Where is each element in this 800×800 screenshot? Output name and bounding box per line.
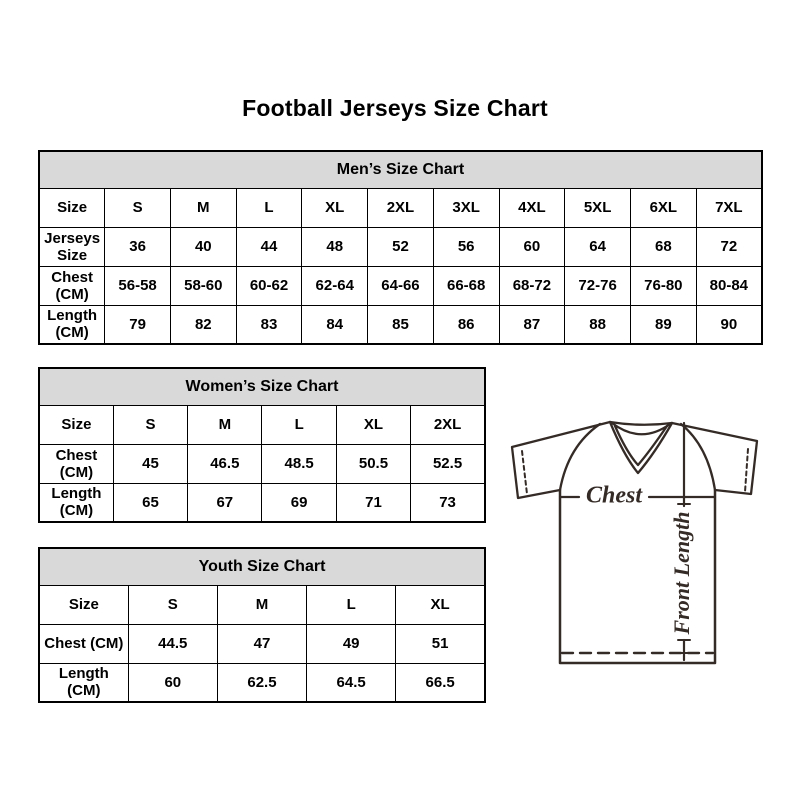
value-cell: 72 — [696, 227, 762, 266]
row-label-cell: Size — [39, 585, 128, 624]
value-cell: 5XL — [565, 188, 631, 227]
row-label-cell: Length (CM) — [39, 483, 113, 522]
value-cell: 82 — [170, 305, 236, 344]
jersey-right-seam — [681, 424, 715, 490]
value-cell: 88 — [565, 305, 631, 344]
table-header-row — [39, 368, 485, 405]
value-cell: S — [113, 405, 187, 444]
value-cell: 47 — [217, 624, 306, 663]
value-cell: S — [105, 188, 171, 227]
value-cell: 60 — [128, 663, 217, 702]
value-cell: 44.5 — [128, 624, 217, 663]
table-row — [39, 405, 485, 444]
value-cell: L — [236, 188, 302, 227]
value-cell: 73 — [411, 483, 485, 522]
page-title: Football Jerseys Size Chart — [242, 95, 548, 121]
value-cell: 48 — [302, 227, 368, 266]
value-cell: 90 — [696, 305, 762, 344]
value-cell: 48.5 — [262, 444, 336, 483]
value-cell: 2XL — [411, 405, 485, 444]
value-cell: 76-80 — [630, 266, 696, 305]
row-label-cell: Chest (CM) — [39, 624, 128, 663]
value-cell: 68-72 — [499, 266, 565, 305]
value-cell: 49 — [307, 624, 396, 663]
value-cell: M — [217, 585, 306, 624]
value-cell: 80-84 — [696, 266, 762, 305]
value-cell: 44 — [236, 227, 302, 266]
value-cell: 69 — [262, 483, 336, 522]
value-cell: M — [170, 188, 236, 227]
value-cell: 45 — [113, 444, 187, 483]
value-cell: 84 — [302, 305, 368, 344]
table-row — [39, 444, 485, 483]
value-cell: 64-66 — [368, 266, 434, 305]
value-cell: 89 — [630, 305, 696, 344]
value-cell: 58-60 — [170, 266, 236, 305]
chest-label: Chest — [585, 482, 643, 509]
table-section-title: Women’s Size Chart — [39, 368, 485, 405]
mens-size-table — [38, 150, 763, 345]
value-cell: 60 — [499, 227, 565, 266]
row-label-cell: Chest (CM) — [39, 266, 105, 305]
table-row — [39, 227, 762, 266]
value-cell: 67 — [188, 483, 262, 522]
value-cell: 65 — [113, 483, 187, 522]
jersey-collar-top — [610, 422, 672, 425]
value-cell: 56 — [433, 227, 499, 266]
table-row — [39, 663, 485, 702]
table-header-row — [39, 151, 762, 188]
value-cell: 4XL — [499, 188, 565, 227]
table-row — [39, 188, 762, 227]
jersey-diagram — [498, 396, 790, 696]
value-cell: 56-58 — [105, 266, 171, 305]
value-cell: XL — [396, 585, 485, 624]
value-cell: 51 — [396, 624, 485, 663]
row-label-cell: Length (CM) — [39, 663, 128, 702]
value-cell: M — [188, 405, 262, 444]
value-cell: 50.5 — [336, 444, 410, 483]
value-cell: 62-64 — [302, 266, 368, 305]
value-cell: 40 — [170, 227, 236, 266]
row-label-cell: Size — [39, 405, 113, 444]
value-cell: 52.5 — [411, 444, 485, 483]
value-cell: 66.5 — [396, 663, 485, 702]
table-header-row — [39, 548, 485, 585]
table-row — [39, 305, 762, 344]
value-cell: 83 — [236, 305, 302, 344]
front-length-label: Front Length — [669, 511, 695, 635]
table-section-title: Men’s Size Chart — [39, 151, 762, 188]
row-label-cell: Chest (CM) — [39, 444, 113, 483]
row-label-cell: Jerseys Size — [39, 227, 105, 266]
row-label-cell: Length (CM) — [39, 305, 105, 344]
table-row — [39, 266, 762, 305]
value-cell: 64.5 — [307, 663, 396, 702]
youth-size-table — [38, 547, 486, 703]
value-cell: 66-68 — [433, 266, 499, 305]
value-cell: 60-62 — [236, 266, 302, 305]
value-cell: S — [128, 585, 217, 624]
value-cell: XL — [336, 405, 410, 444]
table-row — [39, 624, 485, 663]
value-cell: 85 — [368, 305, 434, 344]
value-cell: 46.5 — [188, 444, 262, 483]
value-cell: 6XL — [630, 188, 696, 227]
value-cell: XL — [302, 188, 368, 227]
table-row — [39, 483, 485, 522]
value-cell: 52 — [368, 227, 434, 266]
value-cell: 3XL — [433, 188, 499, 227]
value-cell: 71 — [336, 483, 410, 522]
left-sleeve-stitch-line — [522, 451, 527, 494]
value-cell: 36 — [105, 227, 171, 266]
table-row — [39, 585, 485, 624]
womens-size-table — [38, 367, 486, 523]
value-cell: 62.5 — [217, 663, 306, 702]
value-cell: 79 — [105, 305, 171, 344]
value-cell: 2XL — [368, 188, 434, 227]
table-section-title: Youth Size Chart — [39, 548, 485, 585]
value-cell: 7XL — [696, 188, 762, 227]
value-cell: 87 — [499, 305, 565, 344]
value-cell: L — [262, 405, 336, 444]
value-cell: 68 — [630, 227, 696, 266]
value-cell: 64 — [565, 227, 631, 266]
value-cell: 86 — [433, 305, 499, 344]
value-cell: L — [307, 585, 396, 624]
value-cell: 72-76 — [565, 266, 631, 305]
row-label-cell: Size — [39, 188, 105, 227]
right-sleeve-stitch-line — [745, 449, 748, 492]
